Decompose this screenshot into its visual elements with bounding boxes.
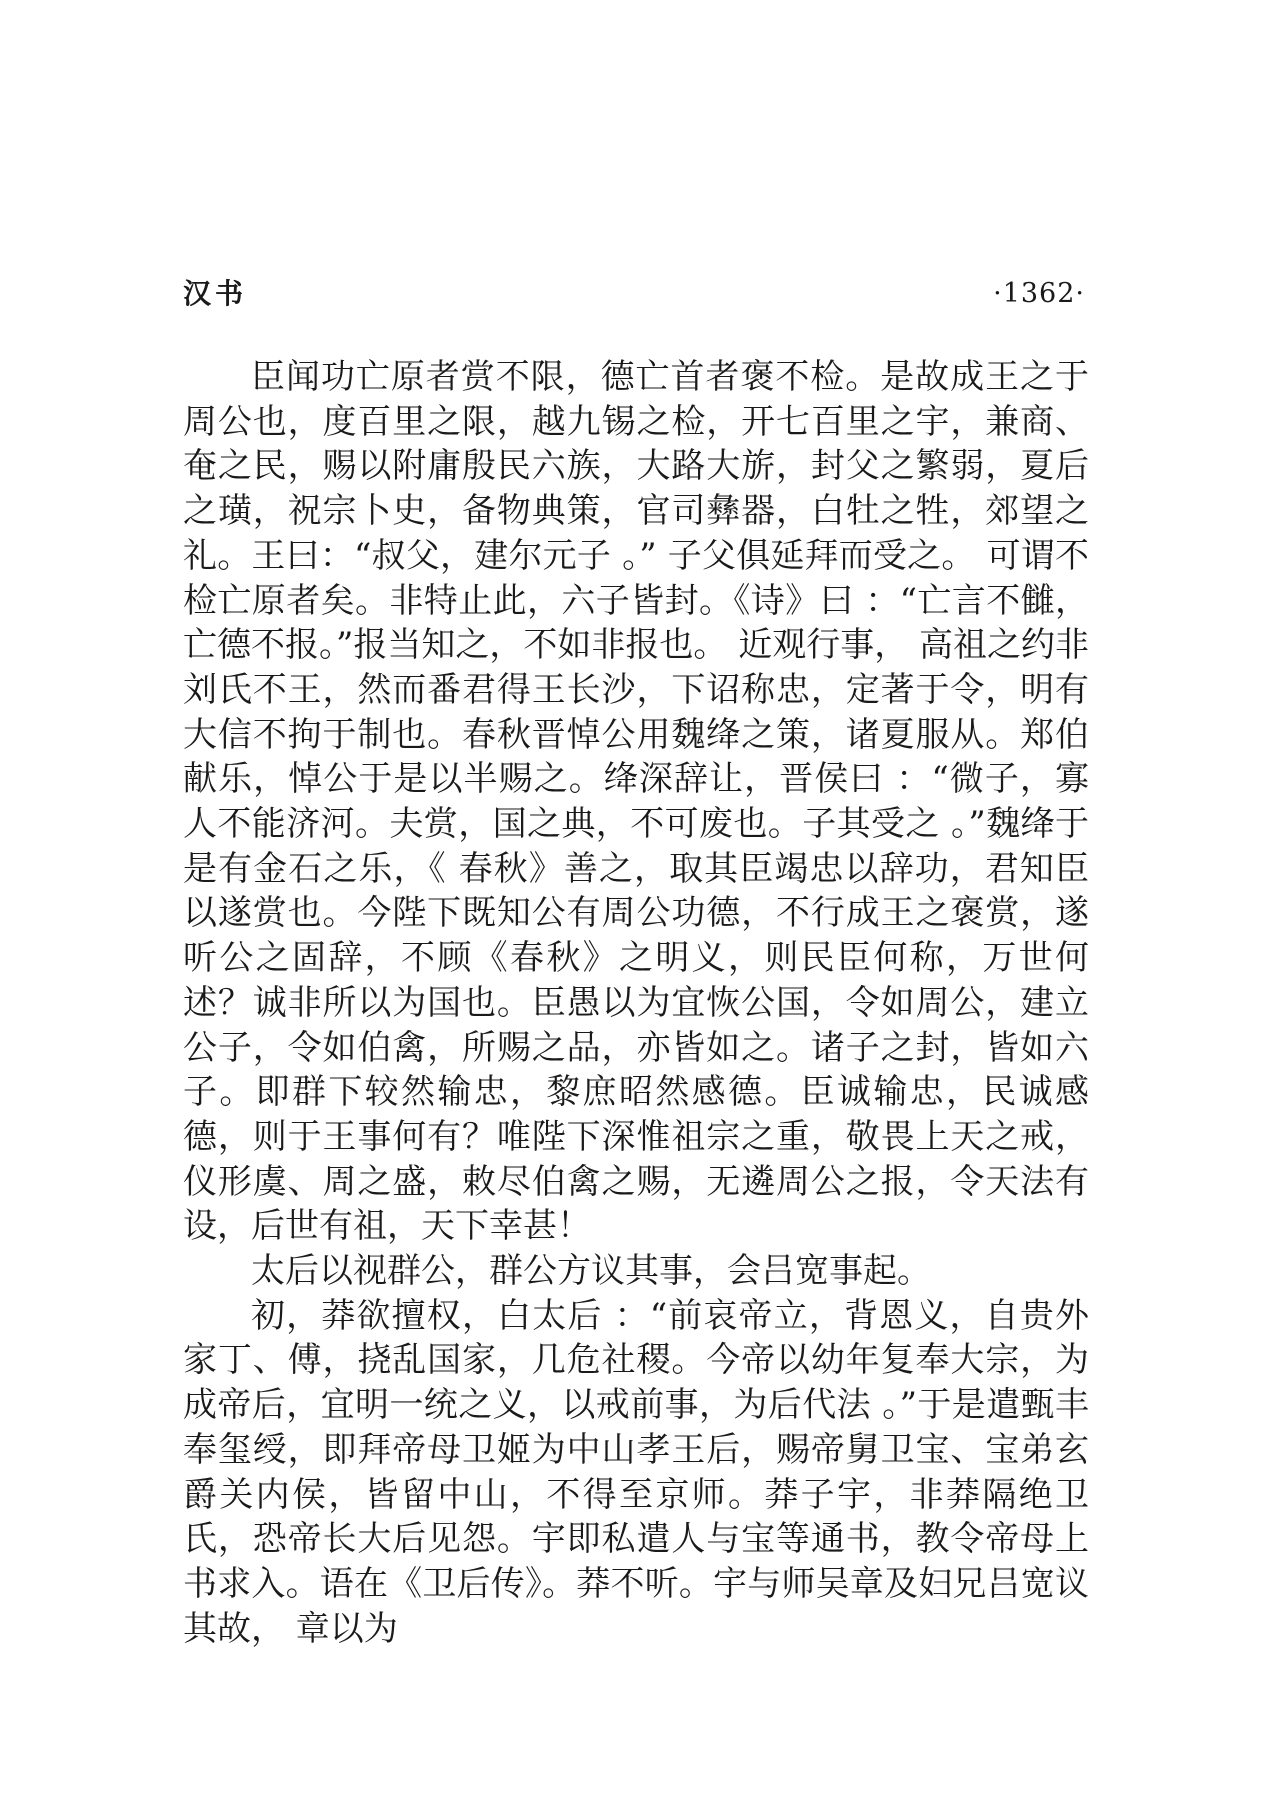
page-number: ·1362· xyxy=(993,278,1085,309)
paragraph-2: 太后以视群公，群公方议其事，会吕宽事起。 xyxy=(251,1251,931,1292)
paragraph-1: 臣闻功亡原者赏不限，德亡首者褒不检。是故成王之于周公也，度百里之限，越九锡之检，开七百里之宇，兼商、奄之民，赐以附庸殷民六族，大路大旂，封父之繁弱，夏后之璜，祝宗卜史，备物典策，官司彝器，白牡之牲，郊望之礼。王曰：“叔父，建尔元子 。” 子父俱延拜而受之。 可谓不检亡原者矣。非特止此，六子皆封。《诗》曰 ：“亡言不雠，亡德不报。”报当知之，不如非报也。 近观行事， 高祖之约非刘氏不王，然而番君得王长沙，下诏称忠，定著于令，明有大信不拘于制也。春秋晋悼公用魏绛之策，诸夏服从。郑伯献乐，悼公于是以半赐之。绛深辞让，晋侯曰 ：“微子，寡人不能济河。夫赏，国之典，不可废也。子其受之 。”魏绛于是有金石之乐，《 春秋》善之，取其臣竭忠以辞功，君知臣以遂赏也。今陛下既知公有周公功德，不行成王之褒赏，遂听公之固辞，不顾《春秋》之明义，则民臣何称，万世何述？诚非所以为国也。臣愚以为宜恢公国，令如周公，建立公子，令如伯禽，所赐之品，亦皆如之。诸子之封，皆如六子。即群下较然输忠，黎庶昭然感德。臣诚输忠，民诚感德，则于王事何有？唯陛下深惟祖宗之重，敬畏上天之戒，仪形虞、周之盛，敕尽伯禽之赐，无遴周公之报，令天法有设，后世有祖，天下幸甚！ xyxy=(183,357,1089,1247)
paragraph-3: 初，莽欲擅权，白太后 ：“前哀帝立，背恩义，自贵外家丁、傅，挠乱国家，几危社稷。今帝以幼年复奉大宗，为成帝后，宜明一统之义，以戒前事，为后代法 。”于是遣甄丰奉玺绶，即拜帝母卫姬为中山孝王后，赐帝舅卫宝、宝弟玄爵关内侯，皆留中山，不得至京师。莽子宇，非莽隔绝卫氏，恐帝长大后见怨。宇即私遣人与宝等通书，教令帝母上书求入。语在《卫后传》。莽不听。宇与师吴章及妇兄吕宽议其故， 章以为 xyxy=(183,1295,1089,1649)
book-title: 汉书 xyxy=(183,277,248,310)
body-text xyxy=(183,355,1089,1651)
page-header xyxy=(183,274,1085,314)
